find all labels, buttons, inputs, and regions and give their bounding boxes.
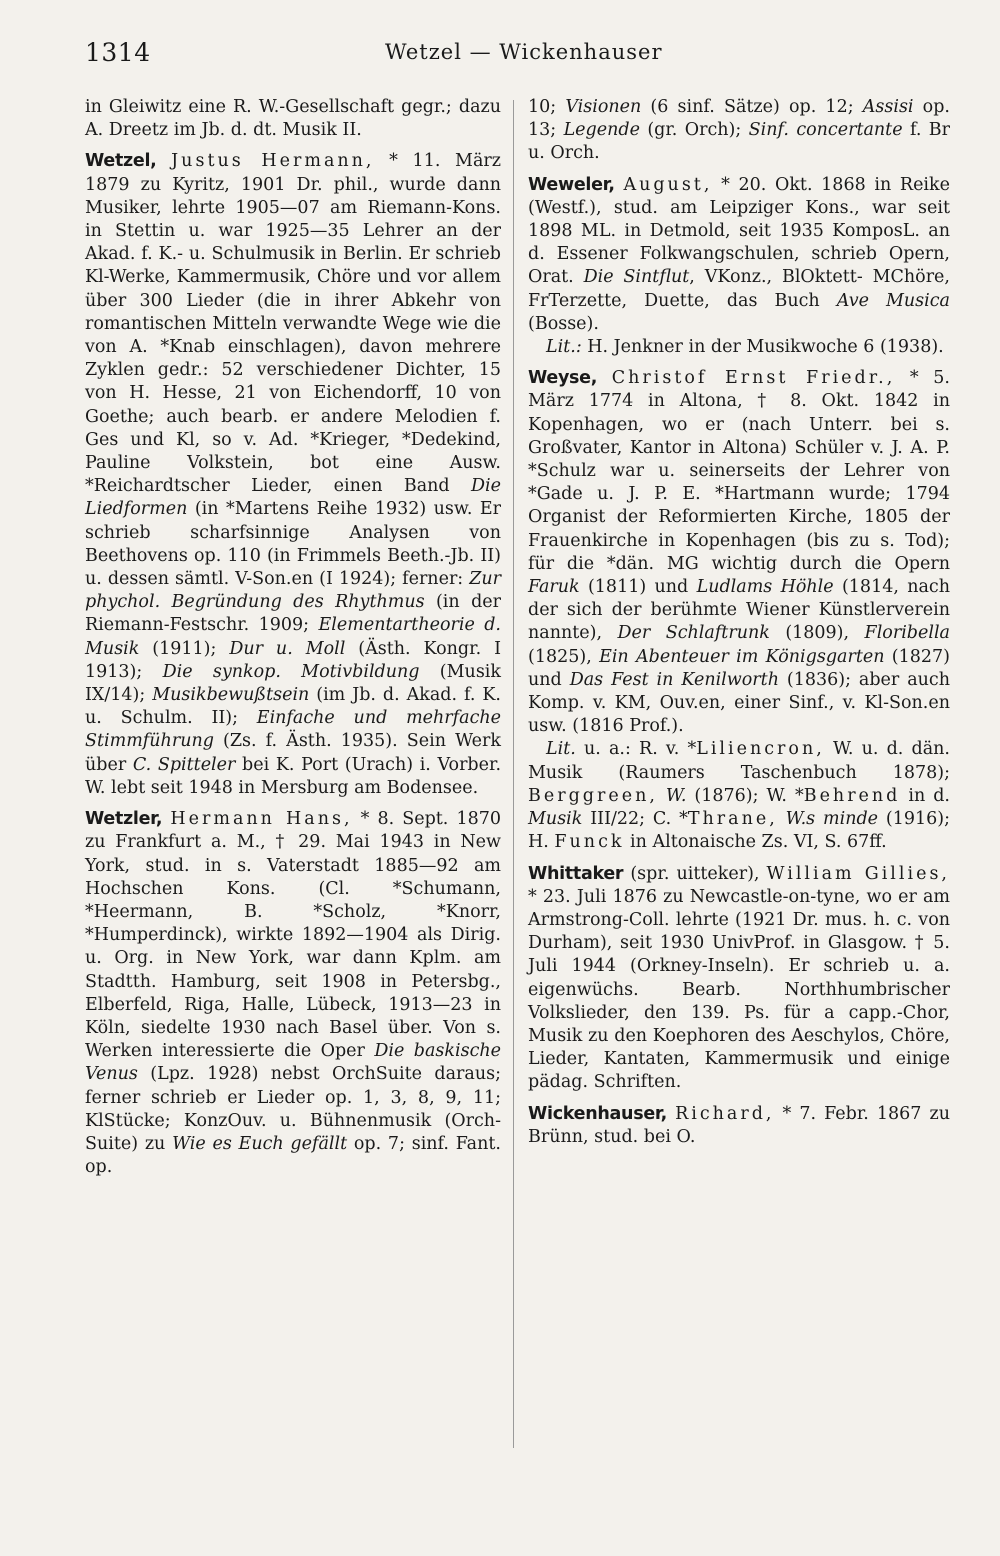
literature-paragraph [528,738,950,854]
literature-text: in d. [900,785,950,806]
entry-text: (gr. Orch); [639,120,749,141]
literature-text: III/22; C. * [582,809,688,830]
entry-text: (1836); aber auch Komp. v. KM, Ouv.en, einer Sinf., v. Kl-Son.en usw. (1816 Prof.). [528,669,950,737]
work-title: Ave Musica [836,290,950,311]
headword: Wetzel, [85,151,157,172]
work-title: Assisi [862,97,914,117]
entry-text: (Zs. f. Ästh. 1935). Sein Werk über [85,731,501,775]
page-header [85,38,945,74]
page-number: 1314 [85,38,151,67]
given-names: Christof Ernst Friedr., [611,368,896,389]
entry-weweler [528,174,950,336]
literature-paragraph [528,336,950,359]
entry-text: * 20. Okt. 1868 in Reike (Westf.), stud. am Leipziger Kons., war seit 1898 ML. in Detmold, seit 1935 KomposL. an d. Essener Folkwangschulen, schrieb Opern, Orat. [528,174,950,288]
work-title: Das Fest in Kenilworth [569,669,779,690]
work-title: Der Schlaftrunk [617,623,770,644]
continuation-text: in Gleiwitz eine R. W.-Gesellschaft gegr.; dazu A. Dreetz im Jb. d. dt. Musik II. [85,97,501,141]
entry-text: 10; [528,97,566,117]
entry-text: (Bosse). [528,313,599,334]
literature-author: Berggreen, [528,785,658,806]
entry-wetzel [85,150,501,800]
headword: Wickenhauser, [528,1103,667,1124]
literature-text: (1876); W. * [686,785,804,806]
given-names: Justus Hermann, [171,151,375,172]
given-names: William Gillies, [766,863,950,884]
work-title: Die baskische Venus [85,1041,501,1085]
entry-text: (1911); [139,638,230,659]
entry-text: op. 7; sinf. Fant. op. [85,1133,501,1178]
literature-text: W. u. d. dän. Musik (Raumers Taschenbuch 1878); [528,739,950,783]
work-title: W. [665,785,687,806]
entry-weyse [528,367,950,738]
headword: Weweler, [528,174,615,195]
work-title: Faruk [528,577,580,598]
work-title: Musikbewußtsein [152,685,310,706]
literature-text: H. Jenkner in der Musikwoche 6 (1938). [581,337,944,358]
literature-text: in Altonaische Zs. VI, S. 67ff. [624,832,887,853]
entry-whittaker [528,863,950,1095]
work-title: Die Sintflut [583,267,690,288]
work-title: Die synkop. Motivbildung [162,661,420,682]
work-title: Legende [563,120,640,141]
work-title: Floribella [864,623,950,644]
entry-text: (6 sinf. Sätze) op. 12; [641,97,863,117]
literature-text: (1916); H. [528,809,950,853]
entry-text: , VKonz., BlOktett- MChöre, FrTerzette, Duette, das Buch [528,267,950,311]
entry-text: (in der Riemann-Festschr. 1909; [85,592,501,636]
continuation-paragraph [85,96,501,142]
entry-wickenhauser [528,1103,950,1149]
entry-text: (1811) und [579,577,697,598]
entry-text: (Musik IX/14); [85,661,501,706]
given-names: August, [623,174,713,195]
given-names: Richard, [675,1103,775,1124]
literature-author: Thrane, [687,809,778,830]
entry-wetzler [85,808,501,1179]
entry-text: (1825), [528,646,600,667]
entry-text: * 5. März 1774 in Altona, † 8. Okt. 1842 in Kopenhagen, wo er (nach Unterr. bei s. Großvater, Kantor in Altona) Schüler v. J. A. P. *Schulz war u. seinerseits der Lehrer von *Gade u. J. P. E. *Hartmann wurde; 1794 Organist der Reformierten Kirche, 1805 der Frauenkirche in Kopenhagen (bis zu s. Tod); für die *dän. MG wichtig durch die Opern [528,368,950,574]
entry-text: (1809), [769,623,865,644]
literature-author: Liliencron, [696,739,825,760]
entry-text: op. 13; [528,97,950,141]
left-column [85,96,501,1179]
entry-text: (Ästh. Kongr. I 1913); [85,638,501,682]
literature-label: Lit.: [546,337,582,358]
continuation-paragraph [528,96,950,166]
work-title: Musik [528,809,583,830]
pronunciation: (spr. uitteker), [623,863,767,884]
entry-text: (im Jb. d. Akad. f. K. u. Schulm. II); [85,685,501,729]
work-title: Wie es Euch gefällt [172,1133,348,1154]
right-column [528,96,950,1149]
headword: Weyse, [528,368,598,389]
work-title: W.s minde [785,809,879,830]
given-names: Hermann Hans, [170,809,353,830]
work-title: C. Spitteler [132,754,236,775]
running-head: Wetzel — Wickenhauser [385,40,663,64]
entry-text: * 8. Sept. 1870 zu Frankfurt a. M., † 29. Mai 1943 in New York, stud. in s. Vaterstadt 1885—92 am Hochschen Kons. (Cl. *Schumann, *Heermann, B. *Scholz, *Knorr, *Humperdinck), wirkte 1892—1904 als Dirig. u. Org. in New York, war dann Kplm. am Stadtth. Hamburg, seit 1908 in Petersbg., Elberfeld, Riga, Halle, Lübeck, 1913—23 in Köln, siedelte 1930 nach Basel über. Von s. Werken interessierte die Oper [85,809,501,1062]
work-title: Sinf. concertante [748,120,903,141]
entry-text: bei K. Port (Urach) i. Vorber. W. lebt seit 1948 in Mersburg am Bodensee. [85,754,502,798]
entry-text: * 7. Febr. 1867 zu Brünn, stud. bei O. [528,1103,950,1147]
entry-text: * 11. März 1879 zu Kyritz, 1901 Dr. phil., wurde dann Musiker, lehrte 1905—07 am Riemann-Kons. in Stettin u. war 1925—35 Lehrer an der Akad. f. K.- u. Schulmusik in Berlin. Er schrieb Kl-Werke, Kammermusik, Chöre und vor allem über 300 Lieder (die in ihrer Abkehr von romantischen Mitteln verwandte Wege wie die von A. *Knab einschlagen), davon mehrere Zyklen gedr.: 52 verschiedener Dichter, 15 von H. Hesse, 21 von Eichendorff, 10 von Goethe; auch bearb. er andere Melodien f. Ges und Kl, so v. Ad. *Krieger, *Dedekind, Pauline Volkstein, bot eine Ausw. *Reichardtscher Lieder, einen Band [85,151,501,497]
entry-text: (in *Martens Reihe 1932) usw. Er schrieb scharfsinnige Analysen von Beethovens op. 110 (in Frimmels Beeth.-Jb. II) u. dessen sämtl. V-Son.en (I 1924); ferner: [85,499,501,590]
entry-text: f. Br u. Orch. [528,120,950,164]
headword: Whittaker [528,863,624,884]
work-title: Visionen [565,97,642,117]
entry-text: (Lpz. 1928) nebst OrchSuite daraus; ferner schrieb er Lieder op. 1, 3, 8, 9, 11; KlStücke; KonzOuv. u. Bühnenmusik (Orch-Suite) zu [85,1064,501,1154]
literature-text: u. a.: R. v. * [575,739,697,760]
work-title: Einfache und mehrfache Stimmführung [85,708,501,752]
literature-label: Lit. [546,739,576,760]
entry-text: * 23. Juli 1876 zu Newcastle-on-tyne, wo er am Armstrong-Coll. lehrte (1921 Dr. mus. h. c. von Durham), seit 1930 UnivProf. in Glasgow. † 5. Juli 1944 (Orkney-Inseln). Er schrieb u. a. eigenwüchs. Bearb. Northhumbrischer Volkslieder, den 139. Ps. für a capp.-Chor, Musik zu den Koephoren des Aeschylos, Chöre, Lieder, Kantaten, Kammermusik und einige pädag. Schriften. [528,886,950,1093]
work-title: Zur phychol. Begründung des Rhythmus [85,569,501,613]
headword: Wetzler, [85,809,163,830]
entry-text: (1827) und [528,646,950,690]
work-title: Ludlams Höhle [696,577,834,598]
work-title: Elementartheorie d. Musik [85,615,501,659]
literature-author: Funck [554,832,625,853]
entry-text: (1814, nach der sich der berühmte Wiener Künstlerverein nannte), [528,577,951,644]
work-title: Die Liedformen [85,476,501,520]
work-title: Ein Abenteuer im Königsgarten [599,646,885,667]
literature-author: Behrend [803,785,901,806]
column-divider [513,100,514,1448]
work-title: Dur u. Moll [229,638,346,659]
